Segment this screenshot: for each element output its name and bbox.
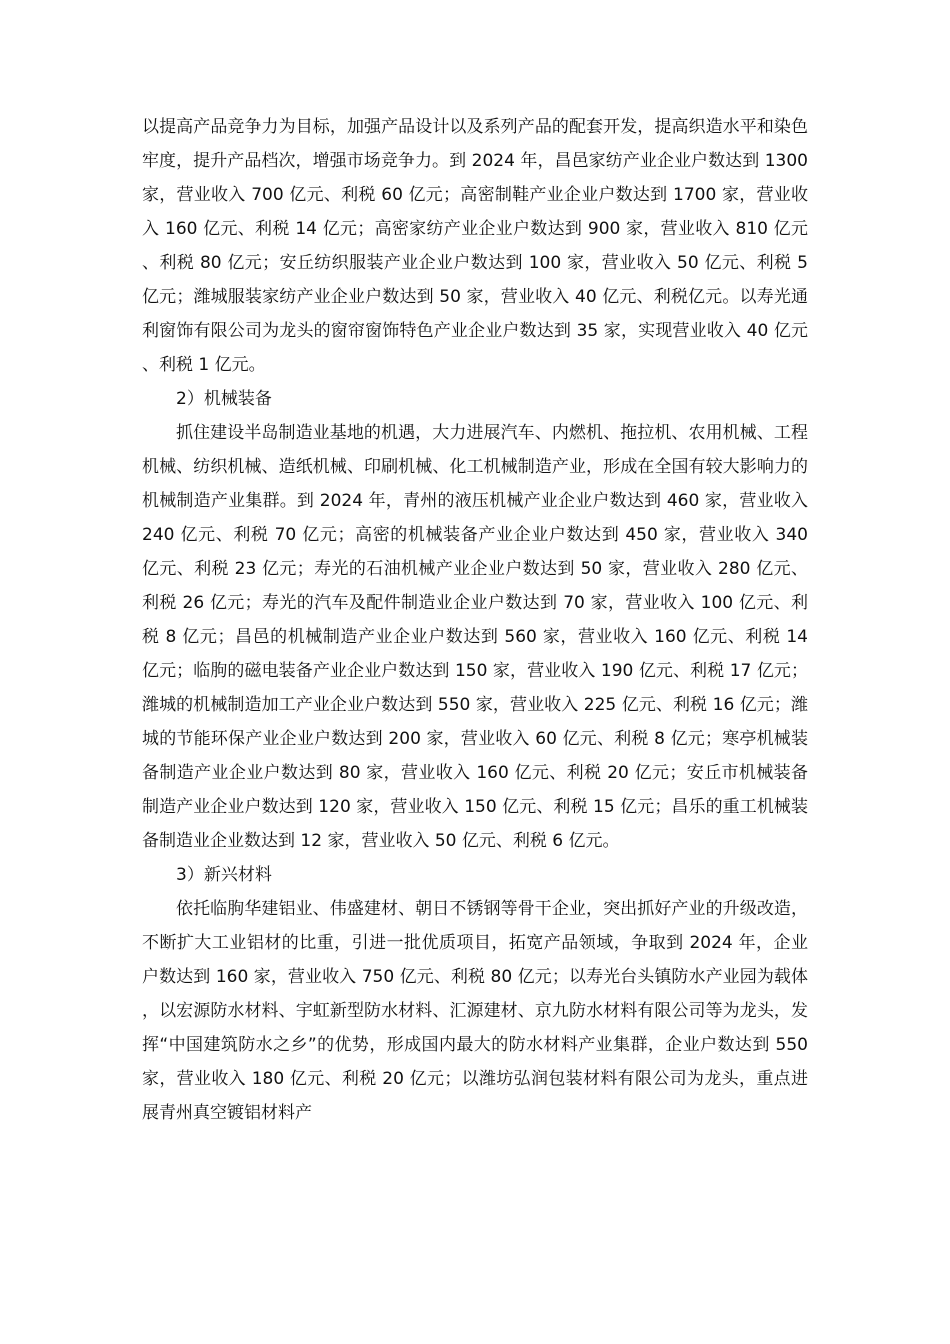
machinery-paragraph: 抓住建设半岛制造业基地的机遇，大力进展汽车、内燃机、拖拉机、农用机械、工程机械、纺织机械、造纸机械、印刷机械、化工机械制造产业，形成在全国有较大影响力的机械制造产业集群。到 2024 年，青州的液压机械产业企业户数达到 460 家，营业收入 240 亿元、利税 70 亿元；高密的机械装备产业企业户数达到 450 家，营业收入 340 亿元、利税 23 亿元；寿光的石油机械产业企业户数达到 50 家，营业收入 280 亿元、利税 26 亿元；寿光的汽车及配件制造业企业户数达到 70 家，营业收入 100 亿元、利税 8 亿元；昌邑的机械制造产业企业户数达到 560 家，营业收入 160 亿元、利税 14 亿元；临朐的磁电装备产业企业户数达到 150 家，营业收入 190 亿元、利税 17 亿元；潍城的机械制造加工产业企业户数达到 550 家，营业收入 225 亿元、利税 16 亿元；潍城的节能环保产业企业户数达到 200 家，营业收入 60 亿元、利税 8 亿元；寒亭机械装备制造产业企业户数达到 80 家，营业收入 160 亿元、利税 20 亿元；安丘市机械装备制造产业企业户数达到 120 家，营业收入 150 亿元、利税 15 亿元；昌乐的重工机械装备制造业企业数达到 12 家，营业收入 50 亿元、利税 6 亿元。 bbox=[142, 423, 808, 851]
textile-paragraph-continued: 以提高产品竞争力为目标，加强产品设计以及系列产品的配套开发，提高织造水平和染色牢度，提升产品档次，增强市场竞争力。到 2024 年，昌邑家纺产业企业户数达到 1300 家，营业收入 700 亿元、利税 60 亿元；高密制鞋产业企业户数达到 1700 家，营业收入 160 亿元、利税 14 亿元；高密家纺产业企业户数达到 900 家，营业收入 810 亿元、利税 80 亿元；安丘纺织服装产业企业户数达到 100 家，营业收入 50 亿元、利税 5 亿元；潍城服装家纺产业企业户数达到 50 家，营业收入 40 亿元、利税亿元。以寿光通利窗饰有限公司为龙头的窗帘窗饰特色产业企业户数达到 35 家，实现营业收入 40 亿元、利税 1 亿元。 bbox=[142, 117, 808, 375]
document-page bbox=[142, 110, 808, 1130]
machinery-heading: 2）机械装备 bbox=[176, 389, 272, 409]
materials-paragraph: 依托临朐华建铝业、伟盛建材、朝日不锈钢等骨干企业，突出抓好产业的升级改造，不断扩大工业铝材的比重，引进一批优质项目，拓宽产品领域，争取到 2024 年，企业户数达到 160 家，营业收入 750 亿元、利税 80 亿元；以寿光台头镇防水产业园为载体，以宏源防水材料、宇虹新型防水材料、汇源建材、京九防水材料有限公司等为龙头，发挥“中国建筑防水之乡”的优势，形成国内最大的防水材料产业集群，企业户数达到 550 家，营业收入 180 亿元、利税 20 亿元；以潍坊弘润包装材料有限公司为龙头，重点进展青州真空镀铝材料产 bbox=[142, 899, 808, 1123]
materials-heading: 3）新兴材料 bbox=[176, 865, 272, 885]
